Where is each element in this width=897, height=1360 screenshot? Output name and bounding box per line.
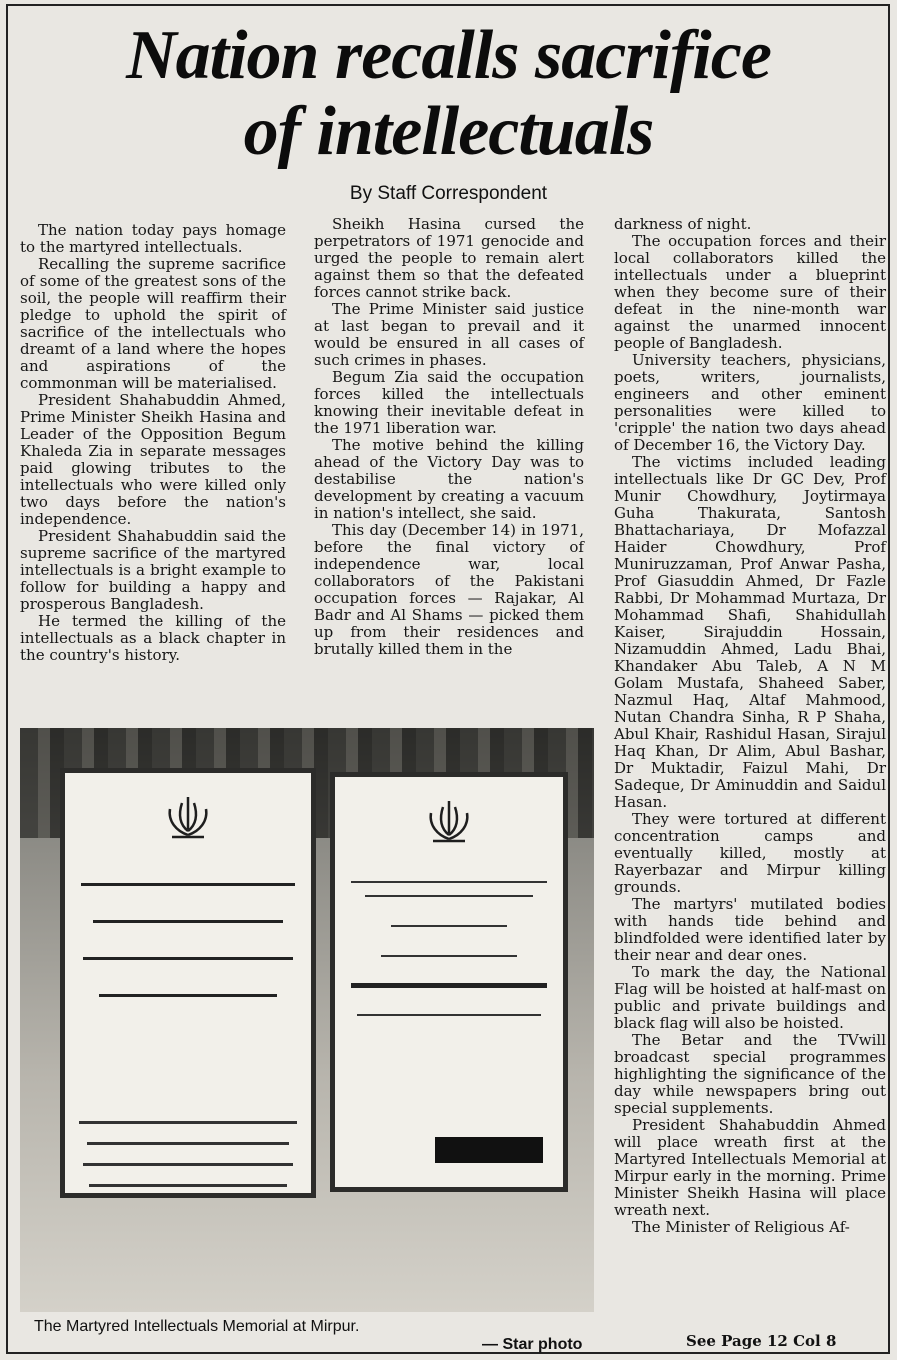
- memorial-plaque-left: [60, 768, 316, 1198]
- photo-caption: The Martyred Intellectuals Memorial at Mirpur.: [34, 1318, 360, 1335]
- paragraph: The motive behind the killing ahead of the Victory Day was to destabilise the nation's development by creating a vacuum in nation's intellect, she said.: [314, 436, 584, 522]
- memorial-photo: [20, 728, 594, 1312]
- paragraph: President Shahabuddin said the supreme sacrifice of the martyred intellectuals is a bright example to follow for building a happy and prosperous Bangladesh.: [20, 527, 286, 613]
- paragraph: Begum Zia said the occupation forces killed the intellectuals knowing their inevitable defeat in the 1971 liberation war.: [314, 368, 584, 437]
- paragraph: The nation today pays homage to the martyred intellectuals.: [20, 221, 286, 256]
- emblem-icon: [158, 791, 218, 841]
- paragraph: darkness of night.: [614, 215, 752, 233]
- paragraph: The victims included leading intellectuals like Dr GC Dev, Prof Munir Chowdhury, Joytirmaya Guha Thakurata, Santosh Bhattachariaya, Dr Mofazzal Haider Chowdhury, Prof Muniruzzaman, Prof Anwar Pasha, Prof Giasuddin Ahmed, Dr Fazle Rabbi, Dr Mohammad Murtaza, Dr Mohammad Shafi, Shahidullah Kaiser, Sirajuddin Hossain, Nizamuddin Ahmed, Ladu Bhai, Khandaker Abu Taleb, A N M Golam Mustafa, Shaheed Saber, Nazmul Haq, Altaf Mahmood, Nutan Chandra Sinha, R P Shaha, Abul Khair, Rashidul Hasan, Sirajul Haq Khan, Dr Alim, Abul Bashar, Dr Muktadir, Faizul Mahi, Dr Sadeque, Dr Aminuddin and Saidul Hasan.: [614, 453, 886, 811]
- paragraph: Sheikh Hasina cursed the perpetrators of 1971 genocide and urged the people to remain alert against them so that the defeated forces cannot strike back.: [314, 215, 584, 301]
- paragraph: The Prime Minister said justice at last began to prevail and it would be ensured in all cases of such crimes in phases.: [314, 300, 584, 369]
- paragraph: To mark the day, the National Flag will be hoisted at half-mast on public and private buildings and black flag will also be hoisted.: [614, 963, 886, 1032]
- headline-line-2: of intellectuals: [243, 93, 654, 170]
- headline-line-1: Nation recalls sacrifice: [126, 17, 771, 94]
- article-column-3: [614, 216, 886, 1236]
- paragraph: The Betar and the TVwill broadcast special programmes highlighting the significance of the day while newspapers bring out special supplements.: [614, 1031, 886, 1117]
- paragraph: University teachers, physicians, poets, writers, journalists, engineers and other eminent personalities were killed to 'cripple' the nation two days ahead of December 16, the Victory Day.: [614, 351, 886, 454]
- paragraph: They were tortured at different concentration camps and eventually killed, mostly at Rayerbazar and Mirpur killing grounds.: [614, 810, 886, 896]
- byline: By Staff Correspondent: [349, 183, 548, 204]
- paragraph: The occupation forces and their local collaborators killed the intellectuals under a blueprint when they become sure of their defeat in the nine-month war against the unarmed innocent people of Bangladesh.: [614, 232, 886, 352]
- emblem-icon: [419, 795, 479, 845]
- paragraph: The Minister of Religious Af-: [632, 1218, 850, 1236]
- plaque-footer-lines: [79, 1113, 297, 1205]
- continuation-note: See Page 12 Col 8: [686, 1332, 837, 1350]
- paragraph: This day (December 14) in 1971, before the final victory of independence war, local collaborators of the Pakistani occupation forces — Rajakar, Al Badr and Al Shams — picked them up from their residences and brutally killed them in the: [314, 521, 584, 658]
- paragraph: President Shahabuddin Ahmed, Prime Minister Sheikh Hasina and Leader of the Opposition Begum Khaleda Zia in separate messages paid glowing tributes to the intellectuals who were killed only two days before the nation's independence.: [20, 391, 286, 528]
- paragraph: Recalling the supreme sacrifice of some of the greatest sons of the soil, the people will reaffirm their pledge to uphold the spirit of sacrifice of the intellectuals who dreamt of a land where the hopes and aspirations of the commonman will be materialised.: [20, 255, 286, 392]
- bengali-inscription: [75, 873, 301, 1031]
- plaque-text-lines: [351, 873, 547, 1040]
- paragraph: The martyrs' mutilated bodies with hands tide behind and blindfolded were identified later by their near and dear ones.: [614, 895, 886, 964]
- paragraph: He termed the killing of the intellectuals as a black chapter in the country's history.: [20, 612, 286, 664]
- article-column-1: [20, 222, 286, 664]
- paragraph: President Shahabuddin Ahmed will place wreath first at the Martyred Intellectuals Memorial at Mirpur early in the morning. Prime Minister Sheikh Hasina will place wreath next.: [614, 1116, 886, 1219]
- memorial-plaque-right: [330, 772, 568, 1192]
- photo-credit: — Star photo: [482, 1336, 583, 1353]
- plaque-black-bar: [435, 1137, 543, 1163]
- article-column-2: [314, 216, 584, 658]
